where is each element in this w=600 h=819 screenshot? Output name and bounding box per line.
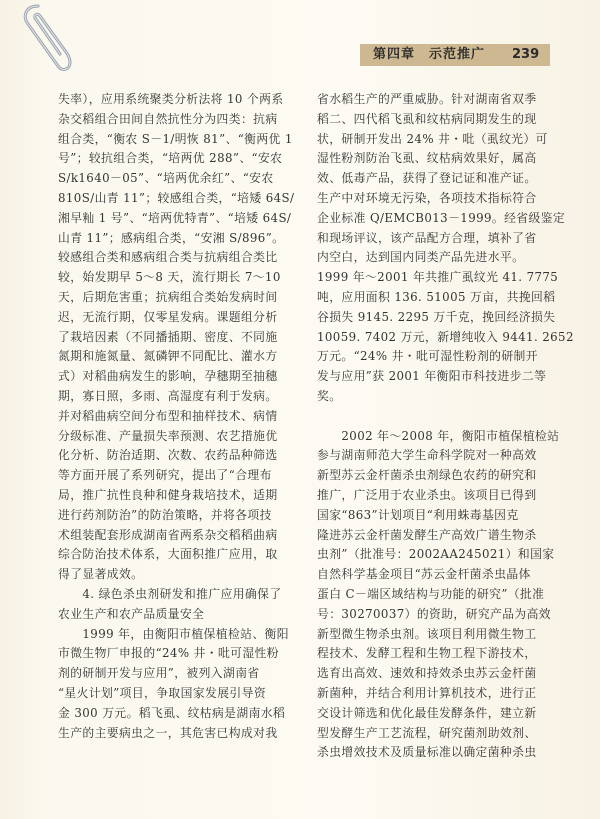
text-line: 农业生产和农产品质量安全 — [58, 606, 205, 621]
text-line: 蛋白 C－端区域结构与功能的研究”（批准 — [317, 586, 545, 601]
text-line: 号”；较抗组合类，“培两优 288”、“安农 — [58, 151, 283, 166]
text-line: 金 300 万元。稻飞虱、纹枯病是湖南水稻 — [58, 705, 286, 720]
text-line: 谷损失 9145. 2295 万千克，挽回经济损失 — [317, 309, 556, 324]
text-line: 综合防治技术体系，大面积推广应用，取 — [58, 547, 278, 562]
text-line: 式）对稻曲病发生的影响，孕穗期至抽穗 — [58, 369, 278, 384]
text-line: 生产中对环境无污染，各项技术指标符合 — [317, 190, 537, 205]
text-line: 奖。 — [317, 388, 342, 403]
text-line: 10059. 7402 万元，新增纯收入 9441. 2652 — [317, 329, 574, 344]
text-line: 万元。“24% 井・吡可湿性粉剂的研制开 — [317, 349, 538, 364]
text-line: 并对稻曲病空间分布型和抽样技术、病情 — [58, 408, 278, 423]
right-text-column — [317, 90, 574, 763]
text-line: 湿性粉剂防治飞虱、纹枯病效果好，属高 — [317, 151, 537, 166]
text-line: 杀虫增效技术及质量标准以确定菌种杀虫 — [317, 745, 537, 760]
text-line: S/k1640－05”、“培两优余红”、“安农 — [58, 171, 274, 186]
right-paragraph-1 — [317, 90, 574, 407]
text-line: 较，始发期早 5～8 天，流行期长 7～10 — [58, 270, 281, 285]
text-line: 交设计筛选和优化最佳发酵条件，建立新 — [317, 705, 537, 720]
text-line: 得了显著成效。 — [58, 567, 144, 582]
text-line: 1999 年，由衡阳市植保植检站、衡阳 — [58, 626, 289, 641]
text-line: 企业标准 Q/EMCB013－1999。经省级鉴定 — [317, 210, 566, 225]
text-line: 隆进苏云金杆菌发酵生产高效广谱生物杀 — [317, 527, 537, 542]
text-line: 等方面开展了系列研究，提出了“合理布 — [58, 468, 272, 483]
text-line: 状，研制开发出 24% 井・吡（虱纹光）可 — [317, 131, 548, 146]
left-text-column — [58, 90, 295, 743]
text-line: 810S/山青 11”；较感组合类，“培矮 64S/ — [58, 190, 295, 205]
text-line: 迟，无流行期，仅零星发病。课题组分析 — [58, 309, 278, 324]
text-line: 程技术、发酵工程和生物工程下游技术， — [317, 646, 537, 661]
text-line: 和现场评议，该产品配方合理，填补了省 — [317, 230, 537, 245]
text-line: 失率），应用系统聚类分析法将 10 个两系 — [58, 92, 284, 106]
page-number: 239 — [512, 47, 540, 62]
text-line: 新菌种，并结合利用计算机技术，进行正 — [317, 685, 537, 700]
text-line: 化分析、防治适期、次数、农药品种筛选 — [58, 448, 278, 463]
text-line: 新型微生物杀虫剂。该项目利用微生物工 — [317, 626, 537, 641]
text-line: 虫剂”（批准号：2002AA245021）和国家 — [317, 547, 555, 562]
text-line: 市微生物厂申报的“24% 井・吡可湿性粉 — [58, 646, 279, 661]
text-line: 新型苏云金杆菌杀虫剂绿色农药的研究和 — [317, 468, 537, 483]
text-line: 湘早籼 1 号”、“培两优特青”、“培矮 64S/ — [58, 210, 292, 225]
text-line: 组合类，“衡农 S－1/明恢 81”、“衡两优 1 — [58, 131, 293, 146]
text-line: 天，后期危害重；抗病组合类始发病时间 — [58, 289, 278, 304]
text-line: 2002 年～2008 年，衡阳市植保植检站 — [317, 428, 560, 443]
text-line: 术组装配套形成湖南省两系杂交稻稻曲病 — [58, 527, 278, 542]
text-line: 较感组合类和感病组合类与抗病组合类比 — [58, 250, 278, 265]
chapter-title: 第四章 示范推广 — [373, 47, 486, 62]
text-line: 选育出高效、速效和持效杀虫苏云金杆菌 — [317, 666, 537, 681]
text-line: 自然科学基金项目“苏云金杆菌杀虫晶体 — [317, 567, 531, 582]
text-line: 效、低毒产品，获得了登记证和准产证。 — [317, 171, 537, 186]
text-line: 进行药剂防治”的防治策略，并将各项技 — [58, 507, 272, 522]
text-line: 1999 年～2001 年共推广虱纹光 41. 7775 — [317, 270, 559, 285]
text-line: 省水稻生产的严重威胁。针对湖南省双季 — [317, 92, 537, 106]
text-line: 稻二、四代稻飞虱和纹枯病同期发生的现 — [317, 111, 537, 126]
text-line: 分级标准、产量损失率预测、农艺措施优 — [58, 428, 278, 443]
text-line: 杂交稻组合田间自然抗性分为四类：抗病 — [58, 111, 278, 126]
text-line: 国家“863”计划项目“利用蛛毒基因克 — [317, 507, 519, 522]
text-line: 发与应用”获 2001 年衡阳市科技进步二等 — [317, 369, 547, 384]
text-line: 了栽培因素（不同播插期、密度、不同施 — [58, 329, 278, 344]
text-line: 内空白，达到国内同类产品先进水平。 — [317, 250, 525, 265]
text-line: “星火计划”项目，争取国家发展引导资 — [58, 685, 267, 700]
text-line: 4. 绿色杀虫剂研发和推广应用确保了 — [58, 586, 282, 601]
text-line: 生产的主要病虫之一，其危害已构成对我 — [58, 725, 278, 740]
text-line: 型发酵生产工艺流程，研究菌剂助效剂、 — [317, 725, 537, 740]
text-line: 剂的研制开发与应用”，被列入湖南省 — [58, 666, 260, 681]
paragraph-gap — [317, 407, 557, 427]
right-paragraph-2 — [317, 427, 560, 764]
text-line: 期，寡日照，多雨、高湿度有利于发病。 — [58, 388, 278, 403]
text-line: 局，推广抗性良种和健身栽培技术，适期 — [58, 487, 278, 502]
text-line: 号：30270037）的资助，研究产品为高效 — [317, 606, 552, 621]
text-line: 吨，应用面积 136. 51005 万亩，共挽回稻 — [317, 289, 556, 304]
text-line: 参与湖南师范大学生命科学院对一种高效 — [317, 448, 537, 463]
text-line: 山青 11”；感病组合类，“安湘 S/896”。 — [58, 230, 285, 245]
paper-clip-icon — [18, 2, 74, 74]
text-line: 氮期和施氮量、氮磷钾不同配比、灌水方 — [58, 349, 278, 364]
text-line: 推广，广泛用于农业杀虫。该项目已得到 — [317, 487, 537, 502]
